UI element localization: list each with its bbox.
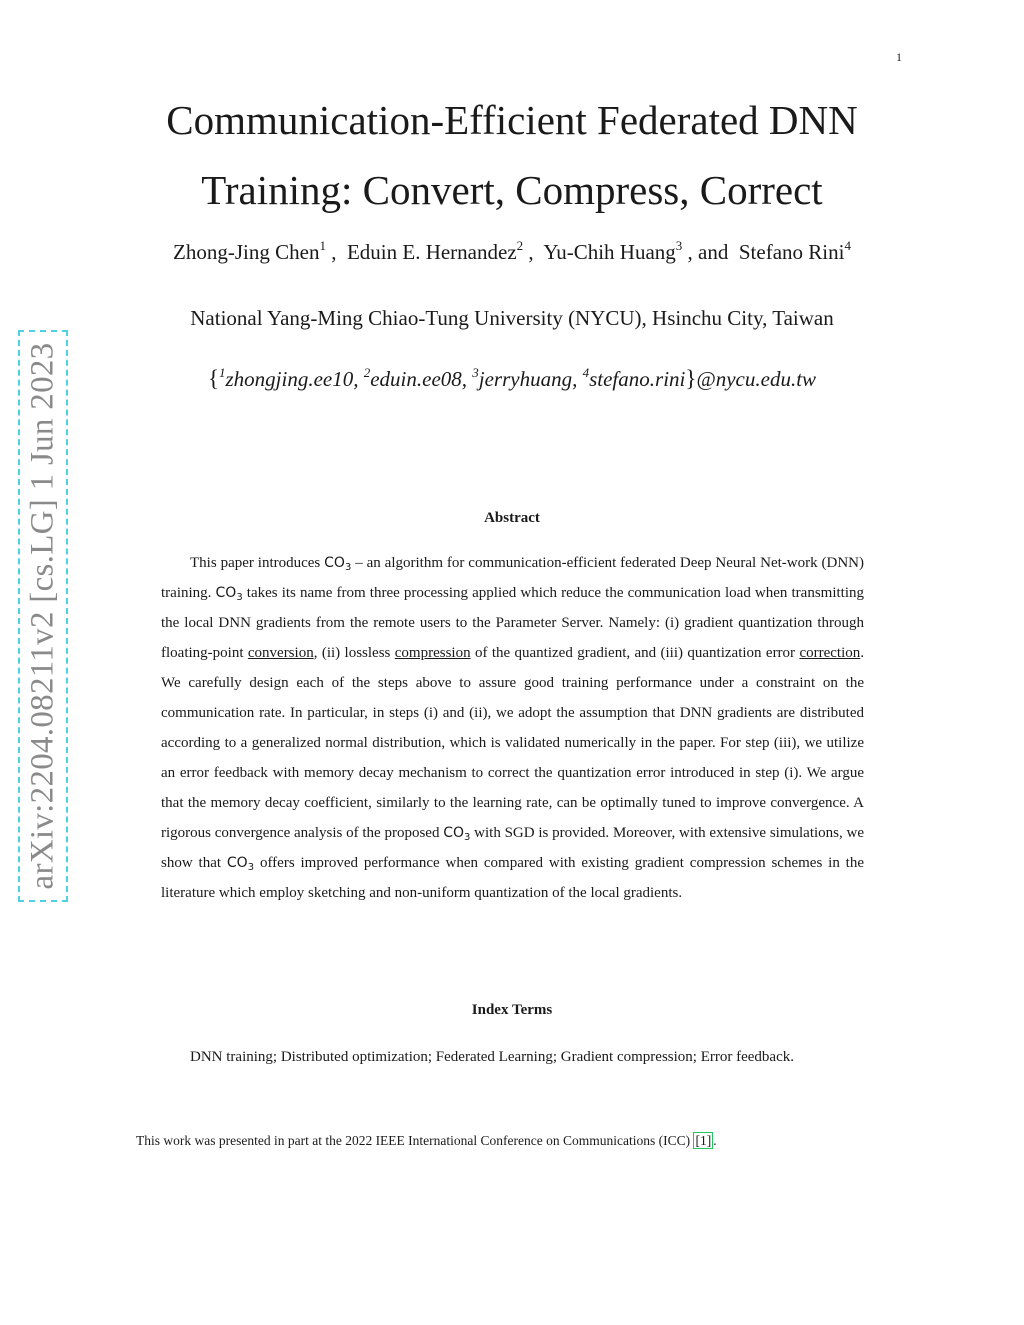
co3-term: $CO_3$	[324, 555, 352, 573]
abstract-heading: Abstract	[484, 510, 540, 526]
email-user: eduin.ee08,	[370, 367, 473, 391]
abstract-body	[161, 548, 864, 908]
underlined-term-conversion: conversion	[247, 645, 314, 661]
email-user: stefano.rini	[589, 367, 686, 391]
arxiv-stamp-label: arXiv:2204.08211v2 [cs.LG] 1 Jun 2023	[24, 342, 61, 890]
co3-term: $CO_3$	[443, 825, 471, 843]
abstract-text: with SGD is provided. Moreover, with extensive simulations, we show that	[161, 825, 865, 871]
author-emails	[0, 366, 1024, 392]
abstract-text: . We carefully design each of the steps above to assure good training performance under a constraint on the communication rate. In particular, in steps (i) and (ii), we adopt the assumption that DNN gradients are distributed according to a generalized normal distribution, which is validated numerically in the paper. For step (iii), we utilize an error feedback with memory decay mechanism to correct the quantization error introduced in step (i). We argue that the memory decay coefficient, similarly to the learning rate, can be optimally tuned to improve convergence. A rigorous convergence analysis of the proposed	[161, 645, 864, 841]
email-mark: 2	[363, 365, 371, 380]
author-separator: ,	[523, 240, 544, 264]
arxiv-stamp[interactable]	[18, 330, 68, 902]
page-number: 1	[896, 50, 902, 64]
paper-title-line-1: Communication-Efficient Federated DNN	[166, 97, 858, 143]
author-name: Yu-Chih Huang	[543, 240, 676, 264]
abstract-paragraph	[161, 548, 864, 908]
author-affiliation-mark: 3	[675, 238, 683, 253]
abstract-text: takes its name from three processing applied which reduce the communication load when transmitting the local DNN gradients from the remote users to the Parameter Server. Namely: (i) gradient quantization through floating-point	[161, 585, 865, 661]
paper-title-line-2: Training: Convert, Compress, Correct	[201, 167, 823, 213]
co3-term: $CO_3$	[226, 855, 255, 873]
author-name: Zhong-Jing Chen	[173, 240, 320, 264]
abstract-text: This paper introduces	[190, 555, 325, 571]
email-mark: 4	[582, 365, 590, 380]
author-affiliation-mark: 1	[319, 238, 326, 253]
email-mark: 1	[219, 365, 226, 380]
footnote	[136, 1133, 717, 1149]
email-user: zhongjing.ee10,	[225, 367, 364, 391]
author-list	[0, 240, 1024, 265]
abstract-text: , (ii) lossless	[313, 645, 395, 661]
close-brace: }	[685, 366, 697, 391]
citation-link[interactable]: [1]	[695, 1133, 712, 1148]
abstract-text: offers improved performance when compared with existing gradient compression schemes in the literature which employ sketching and non-uniform quantization of the local gradients.	[161, 855, 865, 901]
index-terms-heading: Index Terms	[471, 1002, 553, 1018]
author-name: Stefano Rini	[738, 240, 845, 264]
open-brace: {	[207, 366, 219, 391]
footnote-text: This work was presented in part at the 2022 IEEE International Conference on Communications (ICC)	[136, 1133, 694, 1148]
author-separator: , and	[682, 240, 739, 264]
index-terms-text: DNN training; Distributed optimization; Federated Learning; Gradient compression; Error feedback.	[190, 1049, 794, 1065]
author-separator: ,	[325, 240, 347, 264]
author-affiliation-mark: 2	[516, 238, 524, 253]
index-terms-body	[161, 1042, 864, 1072]
email-domain: @nycu.edu.tw	[696, 367, 817, 391]
abstract-text: of the quantized gradient, and (iii) quantization error	[470, 645, 800, 661]
abstract-text: – an algorithm for communication-efficient federated Deep Neural Net-work (DNN) training.	[161, 555, 864, 601]
affiliation: National Yang-Ming Chiao-Tung University (NYCU), Hsinchu City, Taiwan	[190, 306, 834, 330]
footnote-end: .	[713, 1133, 717, 1148]
underlined-term-correction: correction	[799, 645, 861, 661]
co3-term: $CO_3$	[215, 585, 243, 603]
author-affiliation-mark: 4	[844, 238, 851, 253]
underlined-term-compression: compression	[394, 645, 471, 661]
author-name: Eduin E. Hernandez	[346, 240, 517, 264]
email-mark: 3	[472, 365, 479, 380]
email-user: jerryhuang,	[478, 367, 583, 391]
